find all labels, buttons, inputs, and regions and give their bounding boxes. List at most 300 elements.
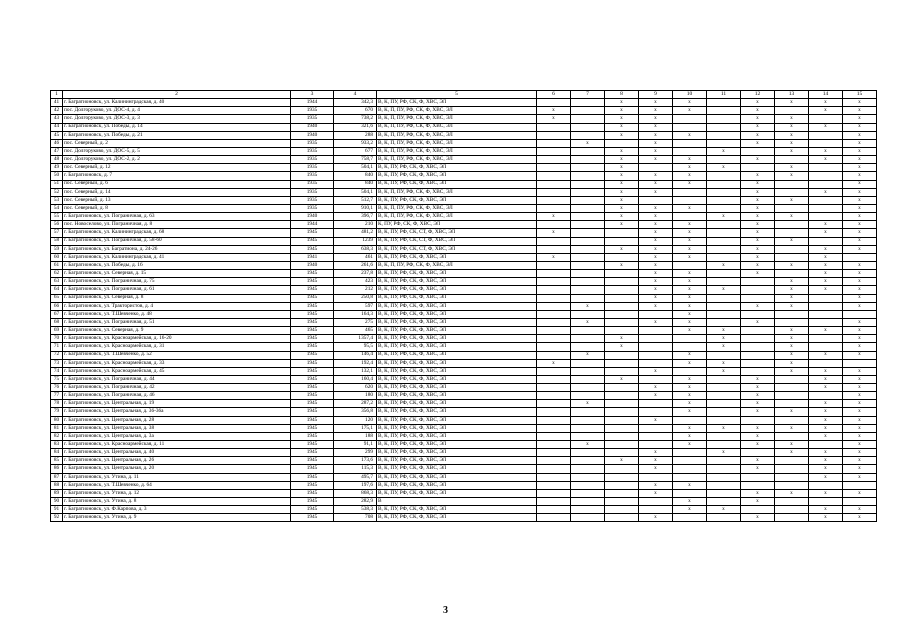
mark-cell: x bbox=[707, 213, 741, 221]
area-cell: 146,4 bbox=[334, 351, 377, 359]
equipment-code-cell: В, К, ПУ, РФ, СК, Ф, ХВС, ЭЛ bbox=[377, 424, 537, 432]
mark-cell bbox=[775, 514, 809, 522]
area-cell: 175,1 bbox=[334, 424, 377, 432]
year-cell: 1945 bbox=[291, 489, 334, 497]
mark-cell bbox=[639, 164, 673, 172]
mark-cell: x bbox=[843, 196, 877, 204]
mark-cell bbox=[775, 481, 809, 489]
mark-cell bbox=[537, 188, 571, 196]
row-number-cell: 83 bbox=[51, 441, 63, 449]
mark-cell bbox=[673, 343, 707, 351]
address-cell: г. Багратионовск, ул. Т.Шевченко, д. 52 bbox=[63, 351, 291, 359]
mark-cell: x bbox=[809, 424, 843, 432]
mark-cell: x bbox=[673, 441, 707, 449]
mark-cell bbox=[605, 481, 639, 489]
address-cell: г. Багратионовск, д. 7 bbox=[63, 172, 291, 180]
mark-cell bbox=[605, 449, 639, 457]
area-cell: 465 bbox=[334, 327, 377, 335]
mark-cell bbox=[571, 514, 605, 522]
mark-cell: x bbox=[843, 237, 877, 245]
year-cell: 1935 bbox=[291, 156, 334, 164]
mark-cell bbox=[571, 99, 605, 107]
mark-cell: x bbox=[605, 107, 639, 115]
address-cell: пос. Северный, д. 12 bbox=[63, 164, 291, 172]
mark-cell: x bbox=[741, 237, 775, 245]
mark-cell: x bbox=[673, 506, 707, 514]
year-cell: 1935 bbox=[291, 164, 334, 172]
row-number-cell: 49 bbox=[51, 164, 63, 172]
mark-cell: x bbox=[673, 392, 707, 400]
mark-cell: x bbox=[809, 384, 843, 392]
mark-cell bbox=[537, 441, 571, 449]
equipment-code-cell: В, К, П, ПУ, РФ, СК, Ф, ХВС, ЭЛ bbox=[377, 107, 537, 115]
mark-cell bbox=[741, 294, 775, 302]
mark-cell: x bbox=[843, 408, 877, 416]
table-row bbox=[51, 261, 877, 269]
mark-cell: x bbox=[605, 131, 639, 139]
mark-cell bbox=[537, 481, 571, 489]
mark-cell: x bbox=[843, 139, 877, 147]
mark-cell: x bbox=[639, 449, 673, 457]
address-cell: г. Багратионовск, ул. Багратиона, д. 24-26 bbox=[63, 245, 291, 253]
mark-cell: x bbox=[707, 343, 741, 351]
mark-cell: x bbox=[571, 400, 605, 408]
mark-cell bbox=[775, 180, 809, 188]
mark-cell: x bbox=[775, 278, 809, 286]
mark-cell bbox=[809, 294, 843, 302]
mark-cell bbox=[571, 261, 605, 269]
mark-cell bbox=[571, 424, 605, 432]
year-cell: 1935 bbox=[291, 107, 334, 115]
mark-cell: x bbox=[843, 416, 877, 424]
mark-cell bbox=[605, 294, 639, 302]
address-cell: пос. Северный, д. 6 bbox=[63, 180, 291, 188]
mark-cell: x bbox=[843, 147, 877, 155]
mark-cell bbox=[571, 498, 605, 506]
equipment-code-cell: В, К, П, ПУ, РФ, СК, Ф, ХВС, ЭЛ bbox=[377, 131, 537, 139]
mark-cell bbox=[707, 270, 741, 278]
mark-cell: x bbox=[571, 139, 605, 147]
equipment-code-cell: В, К, ПУ, РФ, СК, Ф, ХВС, ЭЛ bbox=[377, 278, 537, 286]
mark-cell: x bbox=[673, 400, 707, 408]
mark-cell bbox=[537, 123, 571, 131]
mark-cell bbox=[741, 335, 775, 343]
mark-cell: x bbox=[741, 261, 775, 269]
mark-cell: x bbox=[809, 253, 843, 261]
mark-cell: x bbox=[673, 164, 707, 172]
mark-cell bbox=[809, 180, 843, 188]
mark-cell bbox=[605, 237, 639, 245]
mark-cell bbox=[571, 408, 605, 416]
area-cell: 356,8 bbox=[334, 408, 377, 416]
row-number-cell: 75 bbox=[51, 375, 63, 383]
mark-cell bbox=[843, 310, 877, 318]
equipment-code-cell: В, К, П, ПУ, РФ, СК, Ф, ХВС, ЭЛ bbox=[377, 147, 537, 155]
mark-cell bbox=[707, 318, 741, 326]
table-row bbox=[51, 327, 877, 335]
mark-cell: x bbox=[605, 172, 639, 180]
mark-cell: x bbox=[809, 156, 843, 164]
table-row bbox=[51, 245, 877, 253]
mark-cell: x bbox=[843, 457, 877, 465]
mark-cell: x bbox=[537, 115, 571, 123]
mark-cell bbox=[707, 123, 741, 131]
mark-cell bbox=[741, 506, 775, 514]
mark-cell: x bbox=[775, 424, 809, 432]
mark-cell: x bbox=[741, 424, 775, 432]
mark-cell: x bbox=[639, 253, 673, 261]
mark-cell bbox=[537, 294, 571, 302]
mark-cell: x bbox=[673, 253, 707, 261]
mark-cell: x bbox=[741, 172, 775, 180]
year-cell: 1945 bbox=[291, 400, 334, 408]
address-cell: г. Багратионовск, ул. Пограничная, д. 75 bbox=[63, 278, 291, 286]
table-row bbox=[51, 359, 877, 367]
mark-cell bbox=[707, 432, 741, 440]
equipment-code-cell: В, К, ПУ, РФ, СК, СТ, Ф, ХВС, ЭЛ bbox=[377, 237, 537, 245]
mark-cell bbox=[571, 278, 605, 286]
mark-cell bbox=[673, 489, 707, 497]
mark-cell: x bbox=[673, 432, 707, 440]
mark-cell: x bbox=[809, 432, 843, 440]
mark-cell: x bbox=[809, 270, 843, 278]
area-cell: 164,3 bbox=[334, 310, 377, 318]
mark-cell bbox=[605, 318, 639, 326]
equipment-code-cell: В, К, ПУ, РФ, СК, СТ, Ф, ХВС, ЭЛ bbox=[377, 229, 537, 237]
address-cell: г. Багратионовск, ул. Центральная, д. 28 bbox=[63, 416, 291, 424]
mark-cell: x bbox=[809, 416, 843, 424]
mark-cell bbox=[673, 188, 707, 196]
mark-cell: x bbox=[775, 99, 809, 107]
address-cell: г. Багратионовск, ул. Пограничная, д. 61 bbox=[63, 286, 291, 294]
address-cell: г. Багратионовск, ул. Красноармейская, д. 31 bbox=[63, 343, 291, 351]
mark-cell bbox=[707, 107, 741, 115]
mark-cell bbox=[571, 188, 605, 196]
column-header: 5 bbox=[377, 91, 537, 99]
year-cell: 1935 bbox=[291, 139, 334, 147]
area-cell: 342,3 bbox=[334, 99, 377, 107]
mark-cell: x bbox=[639, 465, 673, 473]
mark-cell: x bbox=[707, 506, 741, 514]
address-cell: г. Багратионовск, ул. Ф.Карпова, д. 3 bbox=[63, 506, 291, 514]
mark-cell bbox=[571, 489, 605, 497]
year-cell: 1945 bbox=[291, 229, 334, 237]
equipment-code-cell: В, К, ПУ, РФ, СК, Ф, ХВС, ЭЛ bbox=[377, 432, 537, 440]
mark-cell: x bbox=[775, 147, 809, 155]
mark-cell: x bbox=[673, 327, 707, 335]
year-cell: 1940 bbox=[291, 261, 334, 269]
mark-cell: x bbox=[673, 107, 707, 115]
year-cell: 1945 bbox=[291, 327, 334, 335]
mark-cell bbox=[775, 107, 809, 115]
mark-cell bbox=[741, 416, 775, 424]
equipment-code-cell: В, К, ПУ, РФ, СК, Ф, ХВС, ЭЛ bbox=[377, 172, 537, 180]
mark-cell: x bbox=[741, 221, 775, 229]
mark-cell bbox=[673, 449, 707, 457]
mark-cell bbox=[605, 498, 639, 506]
mark-cell bbox=[707, 115, 741, 123]
mark-cell bbox=[707, 131, 741, 139]
row-number-cell: 78 bbox=[51, 400, 63, 408]
table-row bbox=[51, 147, 877, 155]
mark-cell bbox=[707, 196, 741, 204]
row-number-cell: 69 bbox=[51, 327, 63, 335]
mark-cell: x bbox=[639, 392, 673, 400]
mark-cell bbox=[707, 237, 741, 245]
mark-cell bbox=[571, 465, 605, 473]
area-cell: 620 bbox=[334, 384, 377, 392]
address-cell: г. Багратионовск, ул. Победы, д. 21 bbox=[63, 131, 291, 139]
mark-cell bbox=[775, 318, 809, 326]
mark-cell: x bbox=[775, 286, 809, 294]
mark-cell: x bbox=[775, 196, 809, 204]
area-cell: 868,3 bbox=[334, 489, 377, 497]
mark-cell bbox=[707, 375, 741, 383]
mark-cell: x bbox=[605, 335, 639, 343]
mark-cell bbox=[537, 392, 571, 400]
mark-cell bbox=[707, 172, 741, 180]
mark-cell: x bbox=[741, 432, 775, 440]
mark-cell bbox=[741, 327, 775, 335]
equipment-code-cell: В, К, ПУ, РФ, СК, Ф, ХВС, ЭЛ bbox=[377, 180, 537, 188]
column-header: 8 bbox=[605, 91, 639, 99]
row-number-cell: 80 bbox=[51, 416, 63, 424]
mark-cell: x bbox=[639, 107, 673, 115]
mark-cell: x bbox=[639, 245, 673, 253]
mark-cell: x bbox=[673, 286, 707, 294]
equipment-code-cell: В, К, ПУ, РФ, СК, Ф, ХВС, ЭЛ bbox=[377, 253, 537, 261]
mark-cell bbox=[605, 506, 639, 514]
row-number-cell: 51 bbox=[51, 180, 63, 188]
area-cell: 840 bbox=[334, 172, 377, 180]
mark-cell bbox=[775, 229, 809, 237]
mark-cell: x bbox=[741, 441, 775, 449]
equipment-code-cell: В, К, ПУ, РФ, СК, Ф, ХВС, ЭЛ bbox=[377, 196, 537, 204]
mark-cell bbox=[639, 359, 673, 367]
mark-cell: x bbox=[639, 180, 673, 188]
row-number-cell: 70 bbox=[51, 335, 63, 343]
address-cell: г. Багратионовск, ул. Утина, д. 11 bbox=[63, 473, 291, 481]
mark-cell: x bbox=[639, 514, 673, 522]
address-cell: г. Багратионовск, ул. Пограничная, д. 63 bbox=[63, 213, 291, 221]
mark-cell bbox=[673, 147, 707, 155]
mark-cell: x bbox=[673, 424, 707, 432]
mark-cell bbox=[571, 229, 605, 237]
mark-cell: x bbox=[707, 367, 741, 375]
area-cell: 160,4 bbox=[334, 375, 377, 383]
mark-cell: x bbox=[775, 131, 809, 139]
mark-cell bbox=[707, 408, 741, 416]
mark-cell bbox=[707, 457, 741, 465]
mark-cell: x bbox=[741, 188, 775, 196]
mark-cell: x bbox=[741, 245, 775, 253]
table-row bbox=[51, 302, 877, 310]
mark-cell bbox=[571, 506, 605, 514]
mark-cell bbox=[571, 432, 605, 440]
mark-cell bbox=[605, 432, 639, 440]
mark-cell bbox=[809, 318, 843, 326]
year-cell: 1945 bbox=[291, 310, 334, 318]
mark-cell: x bbox=[775, 139, 809, 147]
table-row bbox=[51, 270, 877, 278]
mark-cell bbox=[707, 302, 741, 310]
equipment-code-cell: В, К, ПУ, РФ, СК, Ф, ХВС, ЭЛ bbox=[377, 99, 537, 107]
equipment-code-cell: В, К, ПУ, РФ, СК, Ф, ХВС, ЭЛ bbox=[377, 164, 537, 172]
mark-cell: x bbox=[673, 359, 707, 367]
mark-cell bbox=[605, 310, 639, 318]
mark-cell: x bbox=[639, 115, 673, 123]
mark-cell: x bbox=[605, 457, 639, 465]
mark-cell: x bbox=[741, 392, 775, 400]
mark-cell: x bbox=[843, 302, 877, 310]
table-row bbox=[51, 156, 877, 164]
year-cell: 1945 bbox=[291, 375, 334, 383]
equipment-code-cell: В, К, ПУ, РФ, СК, Ф, ХВС, ЭЛ bbox=[377, 367, 537, 375]
mark-cell: x bbox=[775, 172, 809, 180]
mark-cell bbox=[571, 221, 605, 229]
area-cell: 261,6 bbox=[334, 261, 377, 269]
area-cell: 237,8 bbox=[334, 270, 377, 278]
mark-cell: x bbox=[639, 416, 673, 424]
equipment-code-cell: В, К, ПУ, РФ, СК, Ф, ХВС, ЭЛ bbox=[377, 318, 537, 326]
mark-cell: x bbox=[843, 424, 877, 432]
mark-cell bbox=[605, 400, 639, 408]
mark-cell bbox=[571, 253, 605, 261]
mark-cell bbox=[537, 310, 571, 318]
equipment-code-cell: В, К, ПУ, РФ, СК, Ф, ХВС, ЭЛ bbox=[377, 351, 537, 359]
mark-cell bbox=[707, 245, 741, 253]
mark-cell: x bbox=[843, 261, 877, 269]
mark-cell: x bbox=[673, 302, 707, 310]
year-cell: 1945 bbox=[291, 514, 334, 522]
mark-cell bbox=[537, 221, 571, 229]
row-number-cell: 64 bbox=[51, 286, 63, 294]
mark-cell: x bbox=[707, 261, 741, 269]
area-cell: 423 bbox=[334, 278, 377, 286]
mark-cell bbox=[605, 270, 639, 278]
mark-cell bbox=[809, 172, 843, 180]
year-cell: 1945 bbox=[291, 294, 334, 302]
mark-cell: x bbox=[673, 245, 707, 253]
mark-cell: x bbox=[741, 115, 775, 123]
table-row bbox=[51, 335, 877, 343]
row-number-cell: 48 bbox=[51, 156, 63, 164]
mark-cell: x bbox=[537, 229, 571, 237]
mark-cell bbox=[639, 441, 673, 449]
mark-cell: x bbox=[843, 375, 877, 383]
row-number-cell: 91 bbox=[51, 506, 63, 514]
mark-cell: x bbox=[605, 213, 639, 221]
row-number-cell: 61 bbox=[51, 261, 63, 269]
row-number-cell: 82 bbox=[51, 432, 63, 440]
mark-cell: x bbox=[639, 131, 673, 139]
mark-cell bbox=[741, 343, 775, 351]
mark-cell: x bbox=[707, 286, 741, 294]
mark-cell bbox=[537, 408, 571, 416]
area-cell: 504,1 bbox=[334, 188, 377, 196]
mark-cell: x bbox=[639, 481, 673, 489]
year-cell: 1945 bbox=[291, 457, 334, 465]
mark-cell: x bbox=[775, 335, 809, 343]
year-cell: 1945 bbox=[291, 424, 334, 432]
mark-cell bbox=[809, 392, 843, 400]
mark-cell: x bbox=[741, 302, 775, 310]
mark-cell: x bbox=[843, 204, 877, 212]
mark-cell: x bbox=[809, 375, 843, 383]
mark-cell: x bbox=[741, 99, 775, 107]
address-cell: г. Багратионовск, ул. Пограничная, д. 58-60 bbox=[63, 237, 291, 245]
mark-cell bbox=[537, 416, 571, 424]
row-number-cell: 60 bbox=[51, 253, 63, 261]
year-cell: 1935 bbox=[291, 115, 334, 123]
mark-cell: x bbox=[809, 123, 843, 131]
mark-cell: x bbox=[809, 506, 843, 514]
mark-cell: x bbox=[605, 123, 639, 131]
area-cell: 758,7 bbox=[334, 156, 377, 164]
address-cell: г. Багратионовск, ул. Северная, д. 8 bbox=[63, 294, 291, 302]
row-number-cell: 65 bbox=[51, 294, 63, 302]
row-number-cell: 68 bbox=[51, 318, 63, 326]
table-row bbox=[51, 131, 877, 139]
mark-cell: x bbox=[639, 457, 673, 465]
mark-cell: x bbox=[639, 213, 673, 221]
mark-cell: x bbox=[843, 400, 877, 408]
mark-cell: x bbox=[843, 221, 877, 229]
area-cell: 512,7 bbox=[334, 196, 377, 204]
mark-cell bbox=[707, 465, 741, 473]
table-row bbox=[51, 221, 877, 229]
mark-cell: x bbox=[673, 294, 707, 302]
address-cell: г. Багратионовск, ул. Центральная, д. 38 bbox=[63, 424, 291, 432]
table-row bbox=[51, 424, 877, 432]
address-cell: г. Багратионовск, ул. Калининградская, д. 68 bbox=[63, 229, 291, 237]
year-cell: 1945 bbox=[291, 432, 334, 440]
equipment-code-cell: В, К, П, ПУ, РФ, СК, Ф, ХВС, ЭЛ bbox=[377, 156, 537, 164]
mark-cell: x bbox=[639, 221, 673, 229]
mark-cell: x bbox=[843, 335, 877, 343]
address-cell: г. Багратионовск, ул. Утина, д. 8 bbox=[63, 498, 291, 506]
mark-cell bbox=[775, 432, 809, 440]
mark-cell: x bbox=[843, 156, 877, 164]
address-cell: г. Багратионовск, ул. Калининградская, д. 40 bbox=[63, 99, 291, 107]
row-number-cell: 63 bbox=[51, 278, 63, 286]
mark-cell bbox=[605, 384, 639, 392]
column-header: 3 bbox=[291, 91, 334, 99]
mark-cell: x bbox=[639, 294, 673, 302]
equipment-code-cell: К, ПУ, РФ, СК, Ф, ХВС, ЭЛ bbox=[377, 221, 537, 229]
address-cell: г. Багратионовск, ул. Центральная, д. 26 bbox=[63, 457, 291, 465]
mark-cell: x bbox=[605, 164, 639, 172]
area-cell: 120 bbox=[334, 416, 377, 424]
mark-cell: x bbox=[809, 449, 843, 457]
mark-cell: x bbox=[843, 99, 877, 107]
year-cell: 1945 bbox=[291, 302, 334, 310]
equipment-code-cell: В, К, ПУ, РФ, СК, Ф, ХВС, ЭЛ bbox=[377, 514, 537, 522]
mark-cell bbox=[537, 432, 571, 440]
year-cell: 1945 bbox=[291, 351, 334, 359]
mark-cell bbox=[537, 196, 571, 204]
equipment-code-cell: В, К, П, ПУ, РФ, СК, Ф, ХВС, ЭЛ bbox=[377, 213, 537, 221]
mark-cell bbox=[741, 367, 775, 375]
mark-cell bbox=[843, 359, 877, 367]
mark-cell: x bbox=[809, 278, 843, 286]
area-cell: 115,3 bbox=[334, 465, 377, 473]
mark-cell bbox=[741, 449, 775, 457]
mark-cell: x bbox=[741, 489, 775, 497]
mark-cell: x bbox=[843, 384, 877, 392]
mark-cell: x bbox=[775, 359, 809, 367]
mark-cell: x bbox=[741, 375, 775, 383]
